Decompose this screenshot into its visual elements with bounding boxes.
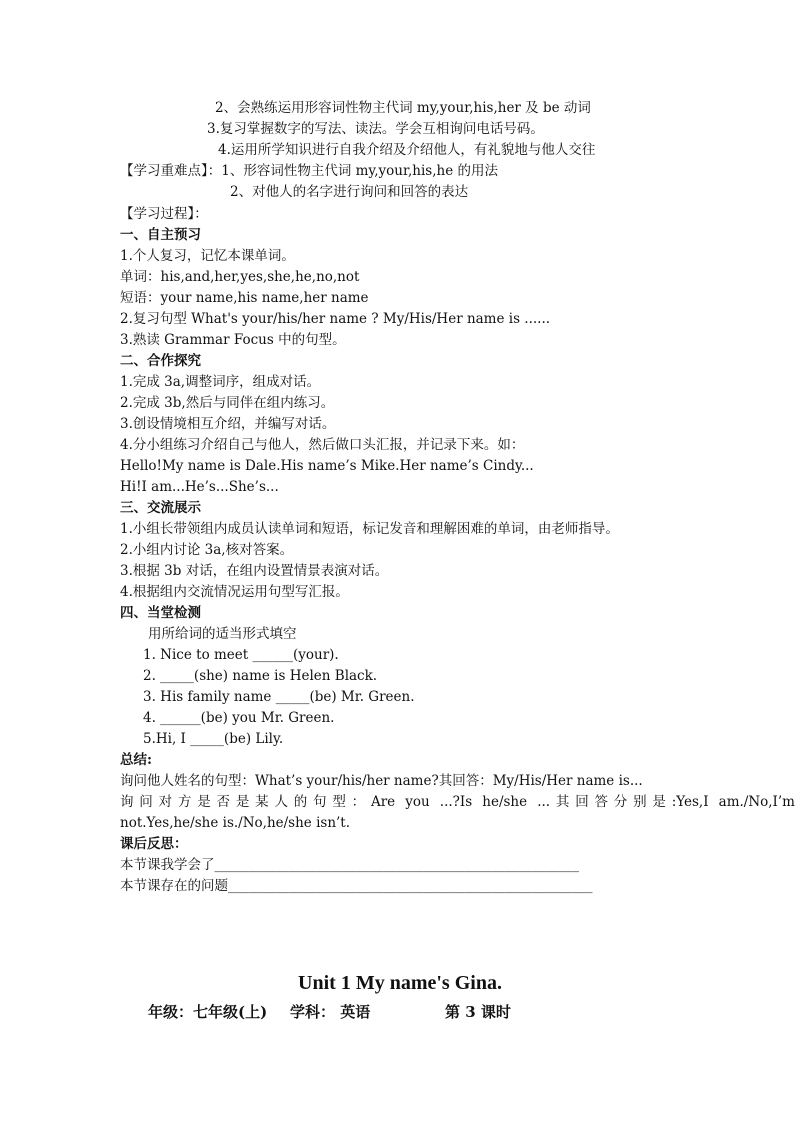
exercise-item: 1. Nice to meet ______(your). bbox=[143, 647, 339, 663]
section-2-item: Hi!I am...He’s...She’s... bbox=[120, 479, 279, 495]
section-3-item: 4.根据组内交流情况运用句型写汇报。 bbox=[120, 584, 349, 600]
next-lesson-title: Unit 1 My name's Gina. bbox=[298, 972, 502, 994]
section-3-item: 1.小组长带领组内成员认读单词和短语，标记发音和理解困难的单词，由老师指导。 bbox=[120, 521, 619, 537]
summary-heading: 总结: bbox=[120, 752, 152, 768]
section-2-item: 4.分小组练习介绍自己与他人，然后做口头汇报，并记录下来。如： bbox=[120, 437, 525, 453]
section-1-item: 短语：your name,his name,her name bbox=[120, 290, 369, 306]
summary-line: 询问他人姓名的句型：What’s your/his/her name?其回答：My/His/Her name is... bbox=[120, 773, 643, 789]
section-4-instruction: 用所给词的适当形式填空 bbox=[148, 626, 297, 642]
summary-line: 询问对方是否是某人的句型：Are you ...?Is he/she ...其回答分别是:Yes,I am./No,I’m bbox=[120, 794, 795, 810]
next-lesson-subject: 学科： 英语 bbox=[290, 1003, 371, 1021]
section-2-heading: 二、合作探究 bbox=[120, 353, 201, 369]
section-2-item: 1.完成 3a,调整词序，组成对话。 bbox=[120, 374, 321, 390]
summary-line: not.Yes,he/she is./No,he/she isn’t. bbox=[120, 815, 351, 831]
section-3-item: 3.根据 3b 对话，在组内设置情景表演对话。 bbox=[120, 563, 389, 579]
section-2-item: 2.完成 3b,然后与同伴在组内练习。 bbox=[120, 395, 335, 411]
section-3-item: 2.小组内讨论 3a,核对答案。 bbox=[120, 542, 294, 558]
section-3-heading: 三、交流展示 bbox=[120, 500, 201, 516]
section-1-item: 单词：his,and,her,yes,she,he,no,not bbox=[120, 269, 360, 285]
key-points-line-2: 2、对他人的名字进行询问和回答的表达 bbox=[230, 184, 469, 200]
section-1-item: 3.熟读 Grammar Focus 中的句型。 bbox=[120, 332, 346, 348]
goal-2: 2、会熟练运用形容词性物主代词 my,your,his,her 及 be 动词 bbox=[215, 100, 591, 116]
reflection-problems-line: 本节课存在的问题______________________________________________________ bbox=[120, 878, 593, 894]
section-2-item: Hello!My name is Dale.His name’s Mike.Her name’s Cindy... bbox=[120, 458, 534, 474]
section-1-item: 1.个人复习，记忆本课单词。 bbox=[120, 248, 295, 264]
key-points-line-1: 【学习重难点】：1、形容词性物主代词 my,your,his,he 的用法 bbox=[120, 163, 498, 179]
next-lesson-period: 第 3 课时 bbox=[445, 1003, 511, 1021]
goal-3: 3.复习掌握数字的写法、读法。学会互相询问电话号码。 bbox=[207, 121, 544, 137]
reflection-heading: 课后反思： bbox=[120, 836, 188, 852]
next-lesson-grade: 年级：七年级(上) bbox=[148, 1003, 268, 1021]
process-heading: 【学习过程】： bbox=[120, 206, 208, 222]
section-4-heading: 四、当堂检测 bbox=[120, 605, 201, 621]
exercise-item: 5.Hi, I _____(be) Lily. bbox=[143, 731, 284, 747]
section-1-item: 2.复习句型 What's your/his/her name ? My/His/Her name is ...... bbox=[120, 311, 551, 327]
section-1-heading: 一、自主预习 bbox=[120, 227, 201, 243]
section-2-item: 3.创设情境相互介绍，并编写对话。 bbox=[120, 416, 336, 432]
exercise-item: 2. _____(she) name is Helen Black. bbox=[143, 668, 378, 684]
exercise-item: 4. ______(be) you Mr. Green. bbox=[143, 710, 335, 726]
reflection-learned-line: 本节课我学会了______________________________________________________ bbox=[120, 857, 579, 873]
exercise-item: 3. His family name _____(be) Mr. Green. bbox=[143, 689, 415, 705]
goal-4: 4.运用所学知识进行自我介绍及介绍他人，有礼貌地与他人交往 bbox=[218, 142, 596, 158]
